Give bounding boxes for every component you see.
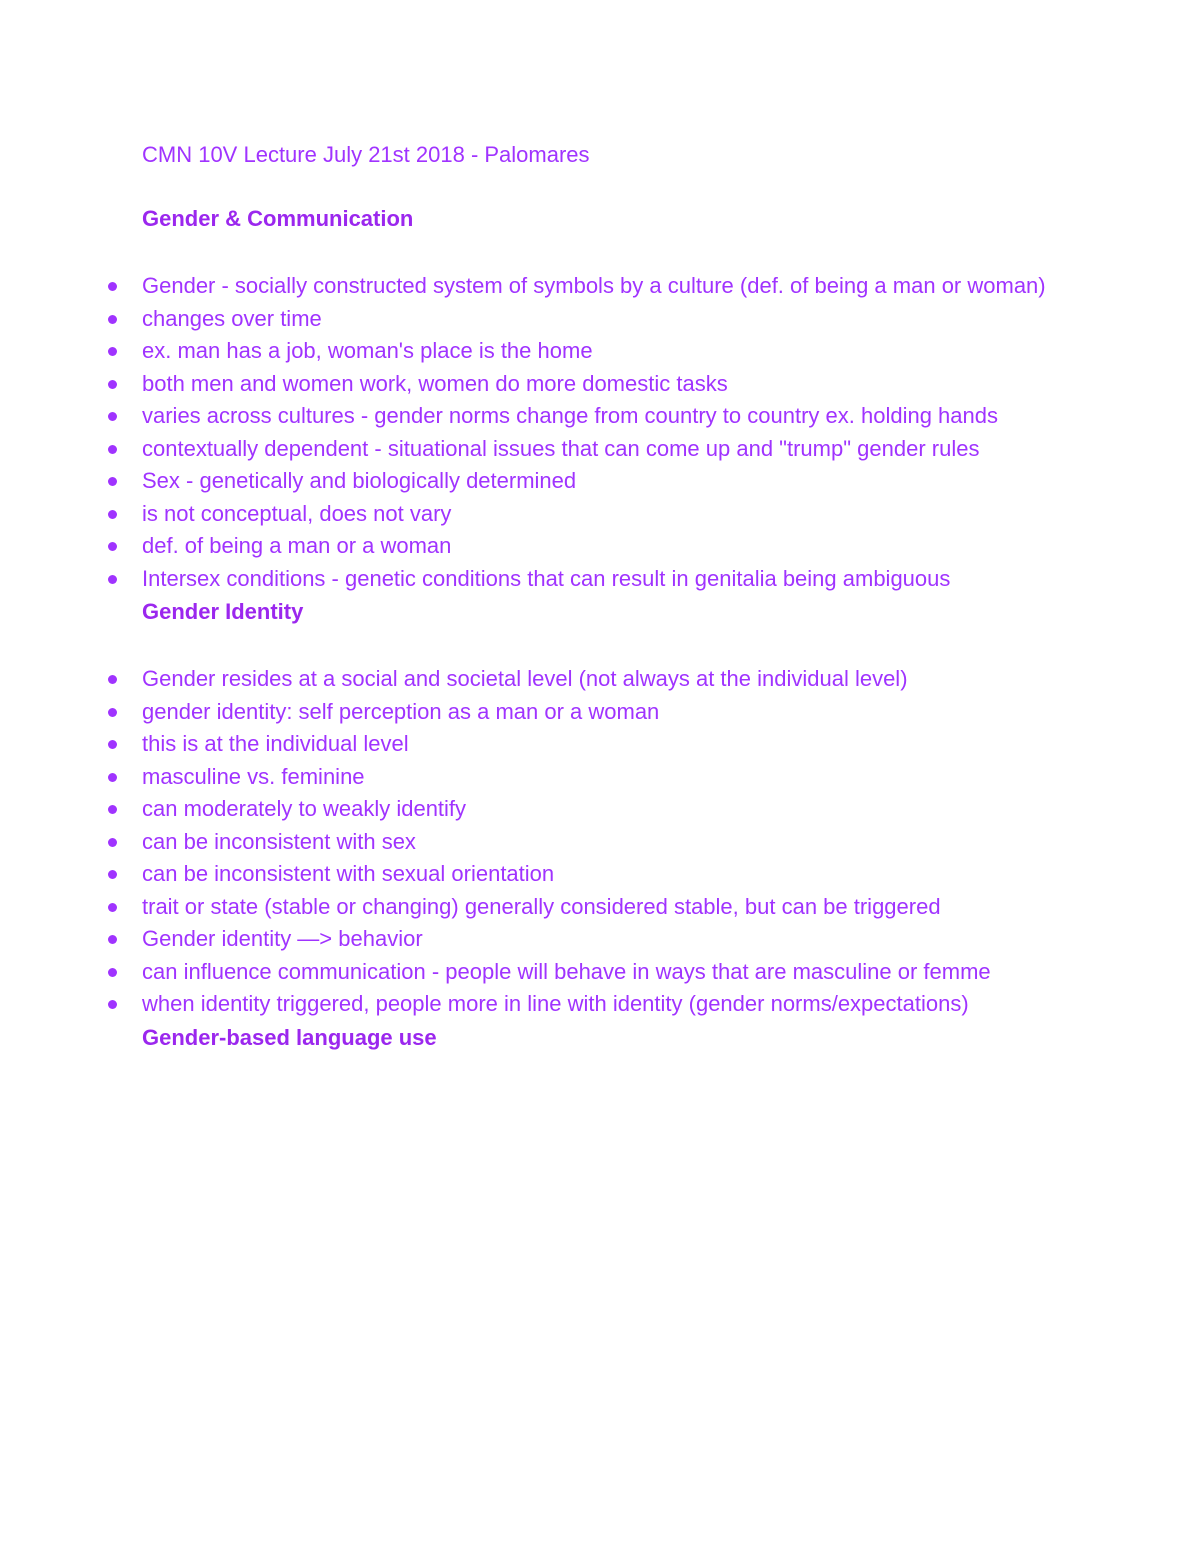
section-heading: Gender Identity bbox=[142, 599, 304, 624]
list-item-text: contextually dependent - situational issues that can come up and "trump" gender rules bbox=[142, 435, 980, 461]
bullet-icon bbox=[108, 412, 117, 421]
bullet-icon bbox=[108, 575, 117, 584]
list-item-text: can be inconsistent with sex bbox=[142, 828, 416, 854]
list-item-text: gender identity: self perception as a man or a woman bbox=[142, 698, 660, 724]
bullet-icon bbox=[108, 838, 117, 847]
section-gender-identity bbox=[142, 595, 1062, 1021]
list-item-text: trait or state (stable or changing) generally considered stable, but can be triggered bbox=[142, 893, 941, 919]
bullet-icon bbox=[108, 1000, 117, 1009]
list-item bbox=[142, 563, 1062, 596]
list-item bbox=[142, 368, 1062, 401]
section-gender-based-language-use bbox=[142, 1021, 1062, 1055]
bullet-icon bbox=[108, 708, 117, 717]
bullet-icon bbox=[108, 805, 117, 814]
list-item bbox=[142, 465, 1062, 595]
section-gender-communication bbox=[142, 202, 1062, 595]
bullet-icon bbox=[108, 542, 117, 551]
bullet-icon bbox=[108, 740, 117, 749]
bullet-icon bbox=[108, 935, 117, 944]
list-item-text: varies across cultures - gender norms change from country to country ex. holding hands bbox=[142, 403, 998, 428]
document-page bbox=[142, 138, 1062, 1089]
list-item bbox=[142, 793, 1062, 826]
list-item bbox=[142, 923, 1062, 1021]
list-item bbox=[142, 270, 1062, 465]
bullet-list bbox=[142, 498, 1062, 596]
list-item bbox=[142, 956, 1062, 989]
document-title: CMN 10V Lecture July 21st 2018 - Palomares bbox=[142, 142, 590, 167]
list-item bbox=[142, 761, 1062, 794]
list-item-text: Gender identity —> behavior bbox=[142, 926, 423, 951]
bullet-icon bbox=[108, 903, 117, 912]
bullet-icon bbox=[108, 968, 117, 977]
list-item bbox=[142, 696, 1062, 729]
list-item-text: changes over time bbox=[142, 305, 322, 331]
list-item-text: can be inconsistent with sexual orientation bbox=[142, 861, 555, 886]
list-item bbox=[142, 498, 1062, 531]
bullet-icon bbox=[108, 675, 117, 684]
list-item-text: ex. man has a job, woman's place is the home bbox=[142, 338, 593, 363]
list-item bbox=[142, 303, 1062, 336]
bullet-icon bbox=[108, 282, 117, 291]
bullet-icon bbox=[108, 773, 117, 782]
bullet-list bbox=[142, 303, 1062, 466]
list-item bbox=[142, 530, 1062, 563]
list-item bbox=[142, 335, 1062, 465]
bullet-icon bbox=[108, 477, 117, 486]
list-item-text: Gender - socially constructed system of symbols by a culture (def. of being a man or woman) bbox=[142, 273, 1046, 298]
bullet-icon bbox=[108, 445, 117, 454]
bullet-list bbox=[142, 696, 1062, 924]
bullet-icon bbox=[108, 315, 117, 324]
bullet-icon bbox=[108, 870, 117, 879]
list-item bbox=[142, 858, 1062, 891]
list-item-text: Intersex conditions - genetic conditions that can result in genitalia being ambiguous bbox=[142, 565, 951, 591]
bullet-list bbox=[142, 663, 1062, 1021]
bullet-list bbox=[142, 956, 1062, 1021]
bullet-icon bbox=[108, 380, 117, 389]
list-item bbox=[142, 891, 1062, 924]
list-item-text: def. of being a man or a woman bbox=[142, 533, 452, 558]
list-item-text: Gender resides at a social and societal level (not always at the individual level) bbox=[142, 666, 908, 691]
list-item-text: when identity triggered, people more in line with identity (gender norms/expectations) bbox=[142, 991, 969, 1016]
section-heading: Gender & Communication bbox=[142, 206, 414, 231]
list-item bbox=[142, 826, 1062, 859]
bullet-icon bbox=[108, 510, 117, 519]
list-item-text: can influence communication - people will behave in ways that are masculine or femme bbox=[142, 958, 991, 984]
list-item-text: is not conceptual, does not vary bbox=[142, 500, 452, 526]
list-item bbox=[142, 400, 1062, 433]
list-item-text: this is at the individual level bbox=[142, 731, 409, 756]
bullet-icon bbox=[108, 347, 117, 356]
list-item-text: can moderately to weakly identify bbox=[142, 796, 467, 821]
list-item bbox=[142, 728, 1062, 761]
section-heading: Gender-based language use bbox=[142, 1024, 437, 1050]
list-item-text: both men and women work, women do more domestic tasks bbox=[142, 370, 728, 396]
list-item-text: Sex - genetically and biologically determined bbox=[142, 468, 577, 493]
list-item bbox=[142, 433, 1062, 466]
list-item bbox=[142, 663, 1062, 923]
bullet-list bbox=[142, 270, 1062, 595]
bullet-list bbox=[142, 368, 1062, 466]
list-item bbox=[142, 988, 1062, 1021]
list-item-text: masculine vs. feminine bbox=[142, 763, 365, 789]
